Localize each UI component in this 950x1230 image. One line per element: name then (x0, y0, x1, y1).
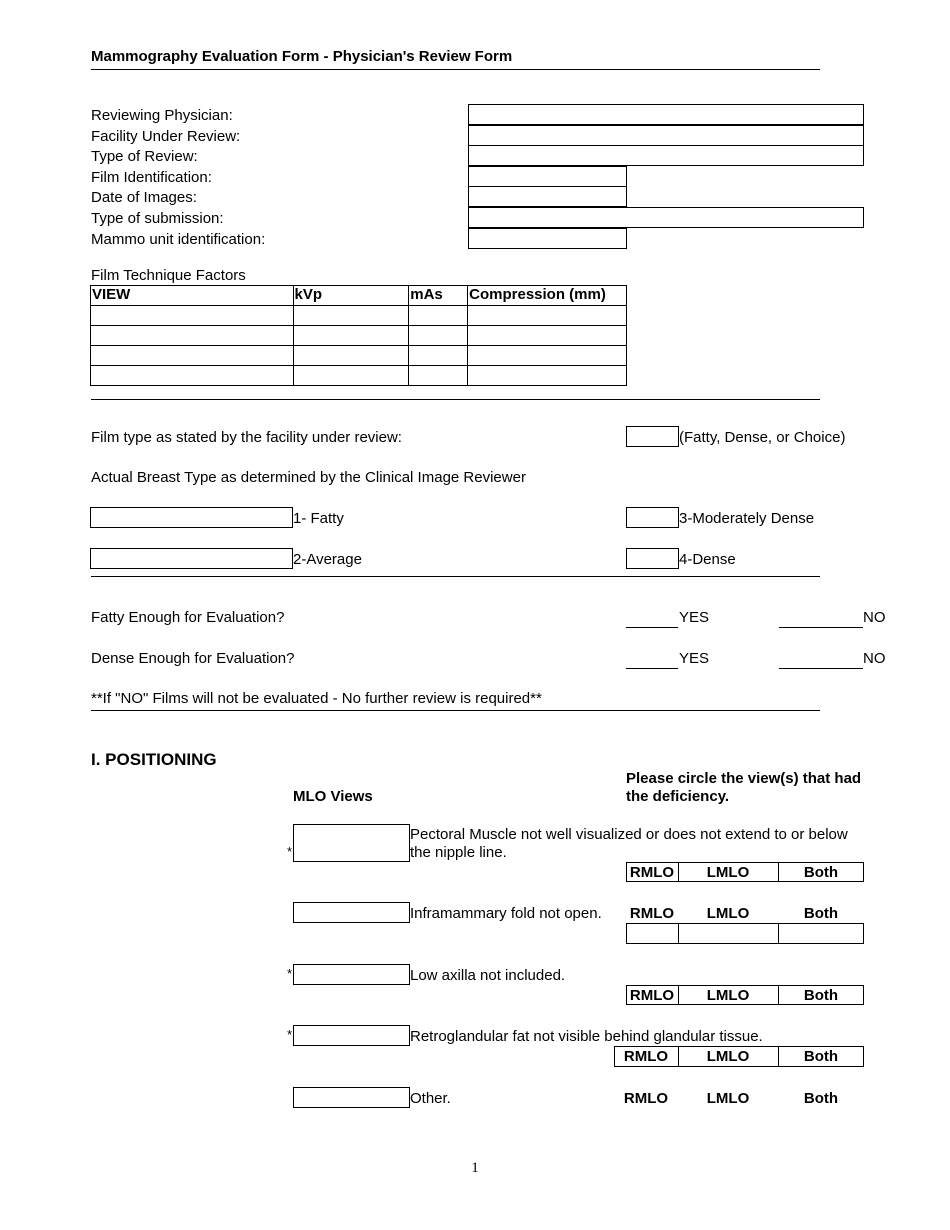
instruction-line-1: Please circle the view(s) that had (626, 770, 862, 787)
fatty-enough-question: Fatty Enough for Evaluation? (91, 609, 285, 626)
film-type-hint: (Fatty, Dense, or Choice) (679, 429, 846, 446)
table-row (91, 306, 627, 326)
table-cell[interactable] (91, 326, 294, 346)
cell-divider (678, 923, 679, 944)
table-cell[interactable] (293, 346, 409, 366)
inframammary-fold-text: Inframammary fold not open. (410, 905, 602, 922)
mlo-views-label: MLO Views (293, 788, 373, 805)
pectoral-muscle-field[interactable] (293, 824, 410, 862)
table-row (91, 346, 627, 366)
film-type-label: Film type as stated by the facility under review: (91, 429, 402, 446)
dense-field[interactable] (626, 548, 679, 569)
table-cell[interactable] (91, 306, 294, 326)
retroglandular-lmlo-option[interactable]: LMLO (706, 1048, 750, 1065)
table-cell[interactable] (91, 346, 294, 366)
review-type-field[interactable] (468, 145, 864, 166)
instruction-line-2: the deficiency. (626, 788, 730, 805)
fatty-yes-blank[interactable] (626, 627, 678, 628)
retroglandular-fat-field[interactable] (293, 1025, 410, 1046)
other-text: Other. (410, 1090, 451, 1107)
pectoral-muscle-text-1: Pectoral Muscle not well visualized or does not extend to or below (410, 826, 848, 843)
film-id-field[interactable] (468, 166, 627, 187)
mammo-unit-field[interactable] (468, 228, 627, 249)
positioning-heading: I. POSITIONING (91, 750, 217, 769)
dense-yes-label: YES (679, 650, 710, 667)
fatty-yes-label: YES (679, 609, 710, 626)
inframammary-rmlo-option[interactable]: RMLO (629, 905, 675, 922)
technique-table (90, 285, 627, 386)
cell-divider (778, 923, 779, 944)
required-asterisk: * (287, 1027, 293, 1042)
table-cell[interactable] (468, 326, 627, 346)
pectoral-rmlo-option[interactable]: RMLO (629, 864, 675, 881)
mammo-unit-label: Mammo unit identification: (91, 231, 266, 248)
date-of-images-field[interactable] (468, 186, 627, 207)
table-cell[interactable] (409, 366, 468, 386)
breast-type-label: Actual Breast Type as determined by the Clinical Image Reviewer (91, 469, 526, 486)
film-id-label: Film Identification: (91, 169, 212, 186)
low-axilla-lmlo-option[interactable]: LMLO (706, 987, 750, 1004)
review-type-label: Type of Review: (91, 148, 198, 165)
pectoral-both-option[interactable]: Both (803, 864, 839, 881)
retroglandular-both-option[interactable]: Both (803, 1048, 839, 1065)
page-title: Mammography Evaluation Form - Physician's Review Form (91, 48, 513, 65)
retroglandular-rmlo-option[interactable]: RMLO (623, 1048, 669, 1065)
other-rmlo-option[interactable]: RMLO (623, 1090, 669, 1107)
column-header-kvp: kVp (293, 286, 409, 306)
table-cell[interactable] (293, 366, 409, 386)
moderately-dense-option-label: 3-Moderately Dense (679, 510, 815, 527)
facility-label: Facility Under Review: (91, 128, 241, 145)
table-row (91, 366, 627, 386)
dense-yes-blank[interactable] (626, 668, 678, 669)
average-option-label: 2-Average (293, 551, 362, 568)
pectoral-lmlo-option[interactable]: LMLO (706, 864, 750, 881)
dense-enough-question: Dense Enough for Evaluation? (91, 650, 295, 667)
table-cell[interactable] (468, 306, 627, 326)
reviewing-physician-field[interactable] (468, 104, 864, 125)
column-header-compression: Compression (mm) (468, 286, 627, 306)
other-field[interactable] (293, 1087, 410, 1108)
column-header-view: VIEW (91, 286, 294, 306)
fatty-no-label: NO (863, 609, 886, 626)
low-axilla-both-option[interactable]: Both (803, 987, 839, 1004)
low-axilla-field[interactable] (293, 964, 410, 985)
table-row (91, 326, 627, 346)
inframammary-fold-field[interactable] (293, 902, 410, 923)
technique-title: Film Technique Factors (91, 267, 246, 284)
average-field[interactable] (90, 548, 293, 569)
table-cell[interactable] (409, 346, 468, 366)
table-cell[interactable] (293, 326, 409, 346)
inframammary-lmlo-option[interactable]: LMLO (706, 905, 750, 922)
dense-no-label: NO (863, 650, 886, 667)
fatty-field[interactable] (90, 507, 293, 528)
technique-header-row (91, 286, 627, 306)
dense-option-label: 4-Dense (679, 551, 736, 568)
evaluation-note: **If "NO" Films will not be evaluated - No further review is required** (91, 690, 542, 707)
other-lmlo-option[interactable]: LMLO (706, 1090, 750, 1107)
section-divider (91, 576, 820, 577)
pectoral-muscle-text-2: the nipple line. (410, 844, 507, 861)
table-cell[interactable] (409, 306, 468, 326)
table-cell[interactable] (91, 366, 294, 386)
submission-type-field[interactable] (468, 207, 864, 228)
retroglandular-fat-text: Retroglandular fat not visible behind glandular tissue. (410, 1028, 763, 1045)
column-header-mas: mAs (409, 286, 468, 306)
fatty-no-blank[interactable] (779, 627, 863, 628)
page-number: 1 (471, 1160, 479, 1176)
film-type-field[interactable] (626, 426, 679, 447)
table-cell[interactable] (468, 346, 627, 366)
table-cell[interactable] (409, 326, 468, 346)
table-cell[interactable] (468, 366, 627, 386)
required-asterisk: * (287, 844, 293, 859)
submission-type-label: Type of submission: (91, 210, 224, 227)
section-divider (91, 710, 820, 711)
reviewing-physician-label: Reviewing Physician: (91, 107, 233, 124)
date-of-images-label: Date of Images: (91, 189, 197, 206)
table-cell[interactable] (293, 306, 409, 326)
other-both-option[interactable]: Both (803, 1090, 839, 1107)
section-divider (91, 399, 820, 400)
required-asterisk: * (287, 966, 293, 981)
fatty-option-label: 1- Fatty (293, 510, 344, 527)
moderately-dense-field[interactable] (626, 507, 679, 528)
dense-no-blank[interactable] (779, 668, 863, 669)
low-axilla-rmlo-option[interactable]: RMLO (629, 987, 675, 1004)
low-axilla-text: Low axilla not included. (410, 967, 566, 984)
facility-field[interactable] (468, 125, 864, 146)
title-divider (91, 69, 820, 70)
inframammary-view-boxes (626, 923, 864, 944)
inframammary-both-option[interactable]: Both (803, 905, 839, 922)
